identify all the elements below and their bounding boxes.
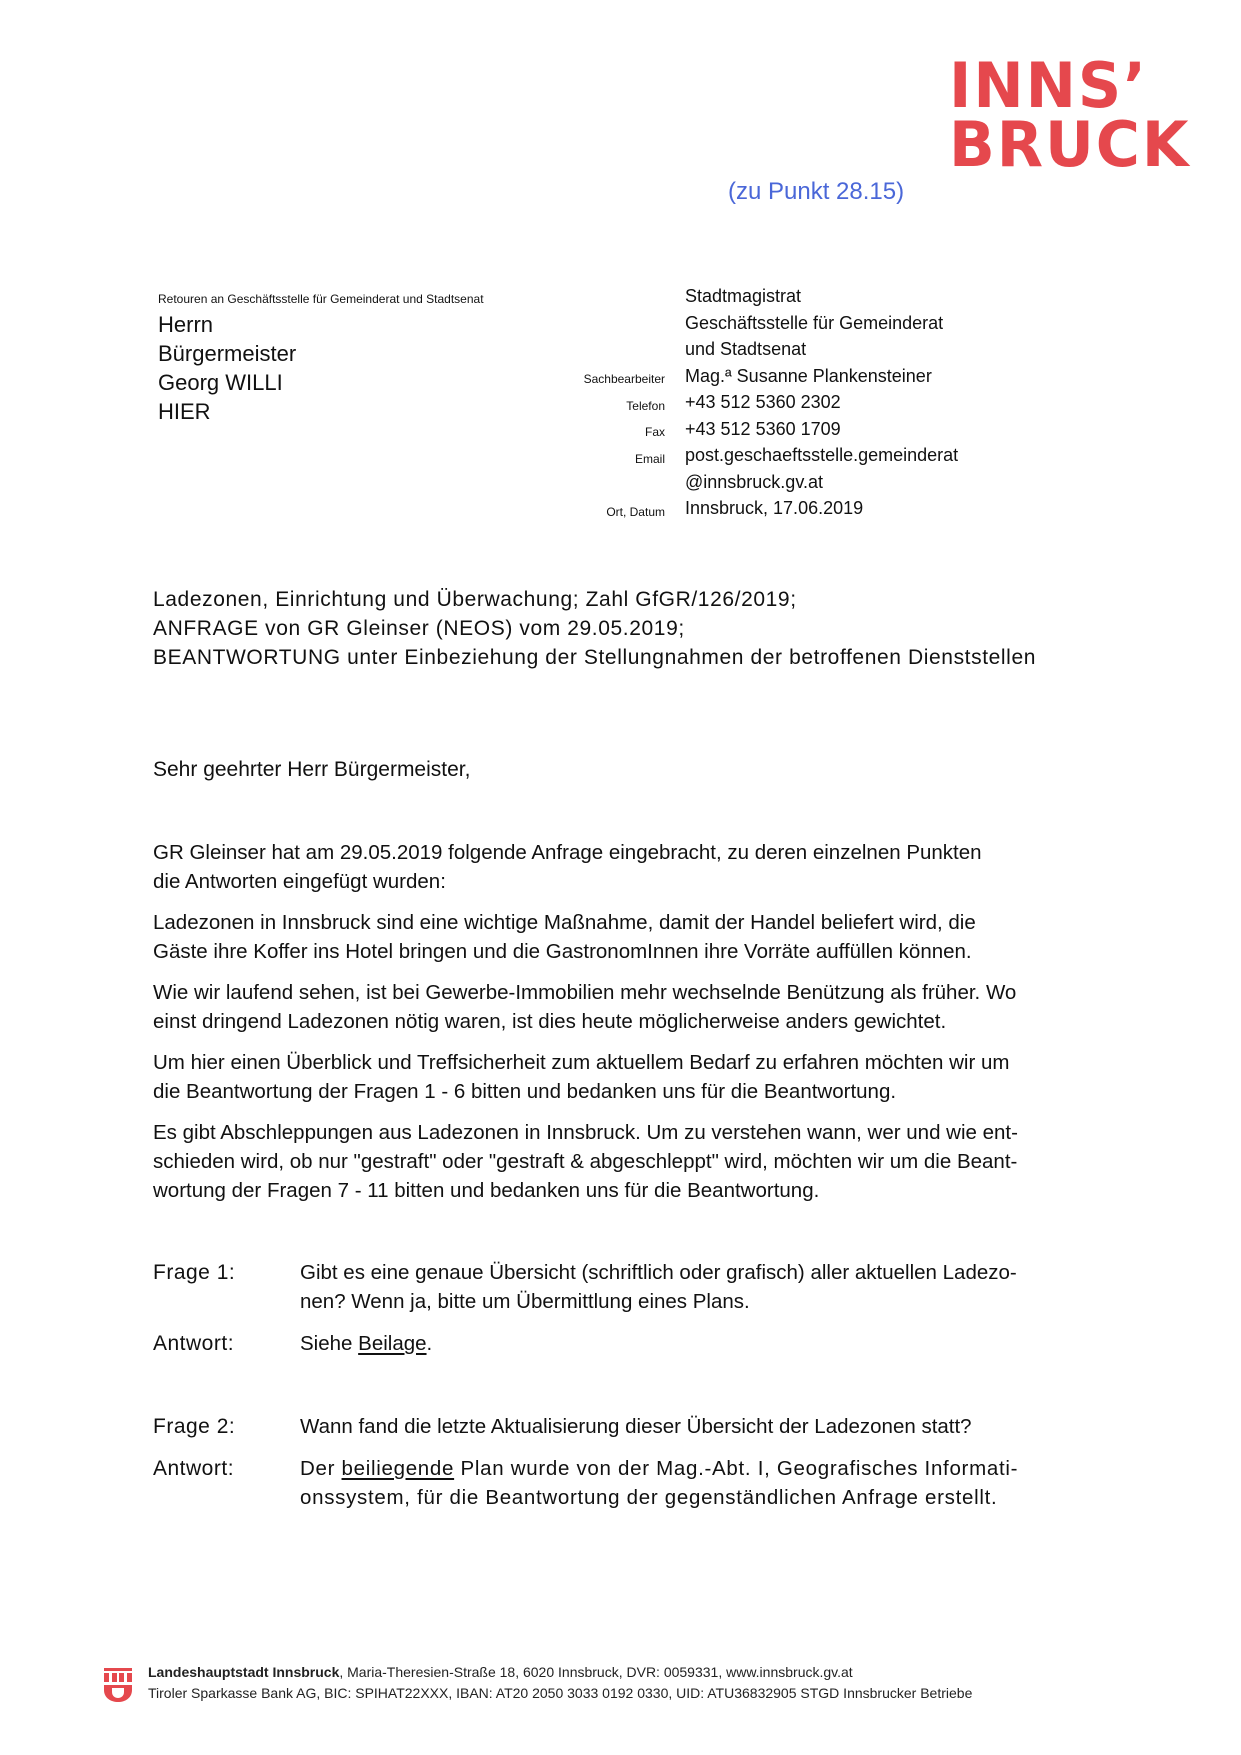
question-line: Gibt es eine genaue Übersicht (schriftlich oder grafisch) aller aktuellen Ladezo-	[300, 1261, 1017, 1284]
answer-2-text	[300, 1454, 1018, 1512]
footer-address: , Maria-Theresien-Straße 18, 6020 Innsbruck, DVR: 0059331, www.innsbruck.gv.at	[339, 1664, 853, 1680]
city-emblem-icon	[104, 1668, 132, 1702]
footer	[148, 1662, 972, 1704]
paragraph-line: Gäste ihre Koffer ins Hotel bringen und die GastronomInnen ihre Vorräte auffüllen können.	[153, 940, 972, 963]
subject-line: Ladezonen, Einrichtung und Überwachung; Zahl GfGR/126/2019;	[153, 588, 797, 611]
subject-line: ANFRAGE von GR Gleinser (NEOS) vom 29.05.2019;	[153, 617, 685, 640]
footer-city-name: Landeshauptstadt Innsbruck	[148, 1664, 340, 1680]
salutation: Sehr geehrter Herr Bürgermeister,	[153, 758, 471, 781]
paragraph-line: die Beantwortung der Fragen 1 - 6 bitten und bedanken uns für die Beantwortung.	[153, 1080, 897, 1103]
paragraph-line: schieden wird, ob nur "gestraft" oder "gestraft & abgeschleppt" wird, möchten wir um die Beant-	[153, 1150, 1018, 1173]
sender-place-date: Innsbruck, 17.06.2019	[685, 498, 864, 518]
answer-1-text	[300, 1329, 432, 1358]
answer-prefix: Der	[300, 1457, 342, 1480]
question-1-label: Frage 1:	[153, 1261, 236, 1284]
logo-line-1: INNS’	[949, 49, 1148, 122]
sender-phone: +43 512 5360 2302	[685, 392, 841, 412]
footer-bank: Tiroler Sparkasse Bank AG, BIC: SPIHAT22XXX, IBAN: AT20 2050 3033 0192 0330, UID: ATU36832905 STGD Innsbrucker Betriebe	[148, 1685, 973, 1701]
sender-dept-2: und Stadtsenat	[685, 339, 807, 359]
label-telefon: Telefon	[626, 398, 665, 413]
paragraph	[153, 1118, 1133, 1205]
answer-2-label: Antwort:	[153, 1457, 235, 1480]
paragraph-line: GR Gleinser hat am 29.05.2019 folgende Anfrage eingebracht, zu deren einzelnen Punkten	[153, 841, 982, 864]
sender-clerk: Mag.ª Susanne Plankensteiner	[685, 365, 932, 386]
subject-line: BEANTWORTUNG unter Einbeziehung der Stellungnahmen der betroffenen Dienststellen	[153, 646, 1037, 669]
sender-values	[685, 283, 958, 522]
sender-fax: +43 512 5360 1709	[685, 418, 841, 439]
paragraph-line: wortung der Fragen 7 - 11 bitten und bedanken uns für die Beantwortung.	[153, 1179, 820, 1202]
label-fax: Fax	[644, 425, 665, 439]
question-2-label: Frage 2:	[153, 1415, 236, 1438]
paragraph	[153, 908, 1133, 966]
recipient-line: Bürgermeister	[158, 341, 297, 366]
sender-email-domain: @innsbruck.gv.at	[685, 471, 823, 492]
logo-line-2: BRUCK	[949, 108, 1191, 181]
answer-suffix: .	[426, 1332, 433, 1355]
paragraph	[153, 978, 1133, 1036]
label-spacer	[540, 472, 665, 499]
label-ort-datum: Ort, Datum	[606, 504, 665, 519]
beilage-link[interactable]: Beilage	[358, 1332, 427, 1355]
beiliegende-link[interactable]: beiliegende	[341, 1457, 455, 1480]
answer-line-rest: Plan wurde von der Mag.-Abt. I, Geografisches Informati-	[454, 1457, 1019, 1480]
sender-org: Stadtmagistrat	[685, 286, 802, 306]
question-1-text	[300, 1258, 1017, 1316]
paragraph-line: einst dringend Ladezonen nötig waren, ist dies heute möglicherweise anders gewichtet.	[153, 1010, 947, 1033]
agenda-item-reference: (zu Punkt 28.15)	[728, 178, 905, 205]
question-line: Wann fand die letzte Aktualisierung dieser Übersicht der Ladezonen statt?	[300, 1415, 972, 1438]
paragraph	[153, 1048, 1133, 1106]
label-sachbearbeiter: Sachbearbeiter	[583, 372, 665, 386]
return-address: Retouren an Geschäftsstelle für Gemeinderat und Stadtsenat	[158, 292, 484, 306]
recipient-block	[158, 310, 296, 426]
paragraph-line: Es gibt Abschleppungen aus Ladezonen in Innsbruck. Um zu verstehen wann, wer und wie ent-	[153, 1121, 1018, 1144]
recipient-line: Georg WILLI	[158, 370, 283, 395]
paragraph-line: Ladezonen in Innsbruck sind eine wichtige Maßnahme, damit der Handel beliefert wird, die	[153, 911, 976, 934]
sender-dept: Geschäftsstelle für Gemeinderat	[685, 312, 944, 333]
paragraph-line: Um hier einen Überblick und Treffsicherheit zum aktuellem Bedarf zu erfahren möchten wir um	[153, 1051, 1010, 1074]
sender-email: post.geschaeftsstelle.gemeinderat	[685, 445, 959, 465]
paragraph	[153, 838, 1133, 896]
paragraph-line: Wie wir laufend sehen, ist bei Gewerbe-Immobilien mehr wechselnde Benützung als früher. Wo	[153, 981, 1017, 1004]
innsbruck-logo	[949, 49, 1192, 181]
recipient-line: Herrn	[158, 312, 214, 337]
answer-prefix: Siehe	[300, 1332, 359, 1355]
subject-block	[153, 585, 1036, 672]
paragraph-line: die Antworten eingefügt wurden:	[153, 870, 446, 893]
recipient-line: HIER	[158, 399, 211, 424]
sender-labels	[540, 366, 665, 525]
label-email: Email	[634, 451, 665, 466]
answer-line: onssystem, für die Beantwortung der gegenständlichen Anfrage erstellt.	[300, 1486, 998, 1509]
question-2-text	[300, 1412, 972, 1441]
question-line: nen? Wenn ja, bitte um Übermittlung eines Plans.	[300, 1290, 750, 1313]
answer-1-label: Antwort:	[153, 1332, 235, 1355]
